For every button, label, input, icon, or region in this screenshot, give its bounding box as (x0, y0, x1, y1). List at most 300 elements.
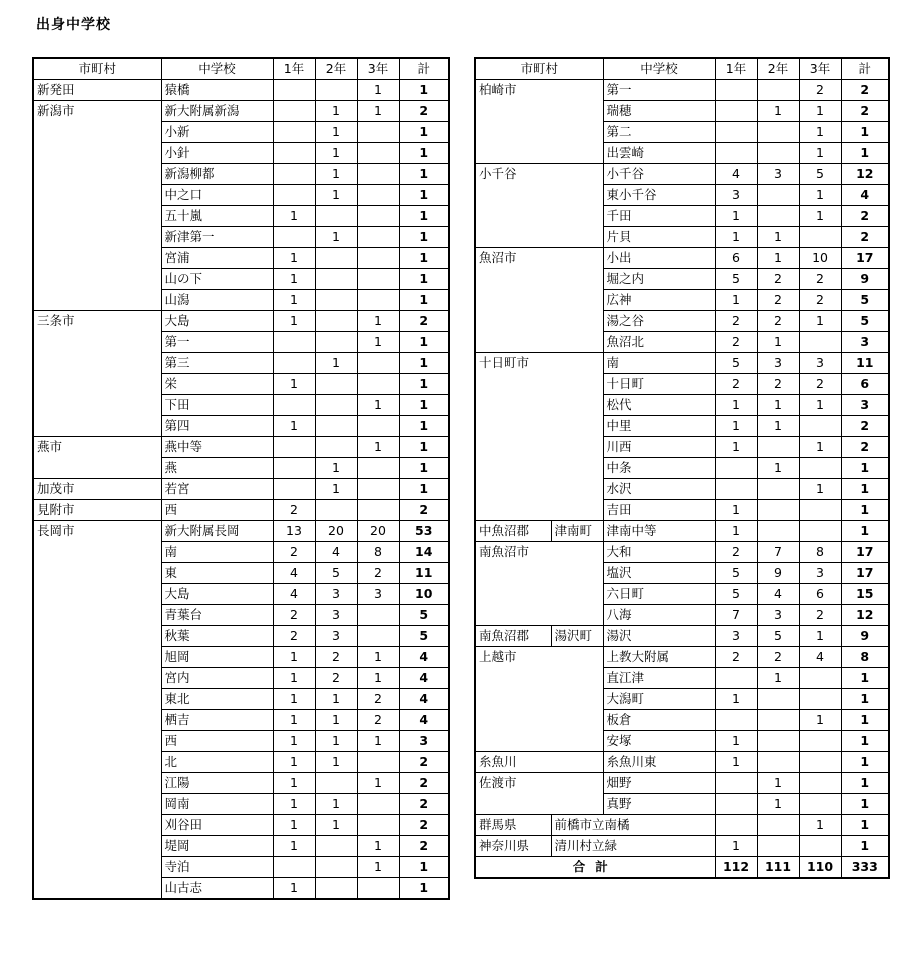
year3-cell: 1 (799, 626, 841, 647)
year2-cell: 9 (757, 563, 799, 584)
school-name-cell: 新大附属長岡 (161, 521, 273, 542)
year2-cell: 1 (315, 164, 357, 185)
year2-cell: 2 (757, 311, 799, 332)
year2-cell (757, 206, 799, 227)
year3-cell (357, 878, 399, 900)
year1-cell: 2 (273, 500, 315, 521)
year3-cell (357, 227, 399, 248)
city-cell: 南魚沼市 (475, 542, 603, 626)
school-name-cell: 松代 (603, 395, 715, 416)
school-name-cell: 湯沢 (603, 626, 715, 647)
year2-cell: 1 (757, 395, 799, 416)
total-cell: 1 (841, 731, 889, 752)
year2-cell: 5 (757, 626, 799, 647)
total-cell: 2 (399, 815, 449, 836)
year2-cell: 1 (315, 815, 357, 836)
total-cell: 17 (841, 563, 889, 584)
year3-cell: 6 (799, 584, 841, 605)
school-name-cell: 宮内 (161, 668, 273, 689)
school-name-cell: 栄 (161, 374, 273, 395)
year3-cell: 1 (357, 395, 399, 416)
town-cell: 湯沢町 (551, 626, 603, 647)
total-cell: 53 (399, 521, 449, 542)
year2-cell: 1 (315, 689, 357, 710)
year3-cell (799, 332, 841, 353)
year2-cell (315, 248, 357, 269)
total-cell: 2 (399, 773, 449, 794)
year2-cell (315, 290, 357, 311)
right-school-table (474, 57, 890, 879)
total-cell: 1 (841, 500, 889, 521)
year2-cell: 1 (757, 248, 799, 269)
total-cell: 4 (399, 689, 449, 710)
school-name-cell: 安塚 (603, 731, 715, 752)
year2-cell: 1 (757, 227, 799, 248)
year1-cell (273, 164, 315, 185)
year3-cell: 1 (357, 311, 399, 332)
total-cell: 1 (399, 164, 449, 185)
school-name-cell: 岡南 (161, 794, 273, 815)
year3-cell (799, 752, 841, 773)
year2-cell: 3 (757, 605, 799, 626)
year1-cell (715, 479, 757, 500)
table-header-row (33, 58, 449, 80)
year1-cell: 1 (715, 416, 757, 437)
year2-cell: 1 (757, 668, 799, 689)
year2-cell: 3 (757, 353, 799, 374)
year2-cell (757, 80, 799, 101)
city-cell: 南魚沼郡 (475, 626, 551, 647)
year1-cell: 5 (715, 563, 757, 584)
year2-cell: 1 (315, 731, 357, 752)
grand-total-value: 333 (841, 857, 889, 879)
total-cell: 9 (841, 626, 889, 647)
year3-cell (357, 164, 399, 185)
year1-cell: 7 (715, 605, 757, 626)
year3-cell: 1 (799, 815, 841, 836)
year2-cell: 2 (757, 290, 799, 311)
school-name-cell: 新津第一 (161, 227, 273, 248)
grand-total-year1: 112 (715, 857, 757, 879)
year1-cell: 1 (715, 395, 757, 416)
total-cell: 1 (399, 857, 449, 878)
year2-cell: 1 (315, 752, 357, 773)
year2-cell: 3 (315, 605, 357, 626)
total-cell: 11 (841, 353, 889, 374)
year2-cell: 1 (757, 416, 799, 437)
school-name-cell: 五十嵐 (161, 206, 273, 227)
total-cell: 3 (841, 332, 889, 353)
total-cell: 1 (841, 752, 889, 773)
city-cell: 柏崎市 (475, 80, 603, 164)
year1-cell: 1 (715, 500, 757, 521)
total-cell: 1 (841, 479, 889, 500)
total-cell: 5 (841, 290, 889, 311)
total-cell: 2 (841, 416, 889, 437)
school-name-cell: 燕 (161, 458, 273, 479)
year1-cell: 6 (715, 248, 757, 269)
total-cell: 2 (841, 437, 889, 458)
year1-cell: 2 (715, 332, 757, 353)
year1-cell: 1 (273, 773, 315, 794)
school-name-cell: 清川村立緑 (551, 836, 715, 857)
year3-cell (357, 479, 399, 500)
total-cell: 1 (399, 458, 449, 479)
school-name-cell: 刈谷田 (161, 815, 273, 836)
table-row (475, 521, 889, 542)
year1-cell: 1 (273, 311, 315, 332)
year3-cell: 1 (799, 206, 841, 227)
year3-cell: 2 (357, 689, 399, 710)
total-cell: 17 (841, 542, 889, 563)
total-cell: 1 (841, 836, 889, 857)
school-name-cell: 吉田 (603, 500, 715, 521)
total-cell: 4 (399, 647, 449, 668)
year3-cell: 10 (799, 248, 841, 269)
year3-cell (357, 353, 399, 374)
year1-cell: 1 (273, 752, 315, 773)
table-row (475, 815, 889, 836)
school-name-cell: 新潟柳都 (161, 164, 273, 185)
year3-cell (799, 500, 841, 521)
year3-cell (357, 752, 399, 773)
total-cell: 9 (841, 269, 889, 290)
page-title: 出身中学校 (36, 17, 111, 33)
table-row (475, 80, 889, 101)
year2-cell: 4 (757, 584, 799, 605)
year1-cell: 1 (715, 521, 757, 542)
table-row (475, 164, 889, 185)
total-cell: 10 (399, 584, 449, 605)
year3-cell: 8 (357, 542, 399, 563)
year1-cell (715, 794, 757, 815)
total-cell: 5 (399, 605, 449, 626)
table-row (475, 626, 889, 647)
total-cell: 4 (399, 710, 449, 731)
total-cell: 2 (399, 752, 449, 773)
year2-cell: 1 (757, 794, 799, 815)
school-name-cell: 江陽 (161, 773, 273, 794)
year3-cell: 2 (799, 290, 841, 311)
year2-cell: 2 (757, 374, 799, 395)
year2-cell: 1 (315, 458, 357, 479)
year3-cell (799, 458, 841, 479)
year1-cell (273, 479, 315, 500)
year2-cell (757, 689, 799, 710)
school-name-cell: 畑野 (603, 773, 715, 794)
school-name-cell: 西 (161, 500, 273, 521)
year1-cell: 1 (273, 269, 315, 290)
year1-cell (715, 101, 757, 122)
total-cell: 1 (841, 794, 889, 815)
table-row (33, 311, 449, 332)
school-name-cell: 小針 (161, 143, 273, 164)
year3-cell: 3 (799, 353, 841, 374)
year2-cell (757, 731, 799, 752)
school-name-cell: 中之口 (161, 185, 273, 206)
school-name-cell: 大島 (161, 311, 273, 332)
school-name-cell: 下田 (161, 395, 273, 416)
total-cell: 2 (399, 311, 449, 332)
year2-cell: 1 (315, 353, 357, 374)
year1-cell (273, 143, 315, 164)
school-name-cell: 真野 (603, 794, 715, 815)
total-cell: 1 (399, 227, 449, 248)
total-cell: 15 (841, 584, 889, 605)
year1-cell: 1 (273, 206, 315, 227)
year1-cell: 1 (715, 689, 757, 710)
total-cell: 1 (841, 815, 889, 836)
total-cell: 2 (841, 80, 889, 101)
total-cell: 8 (841, 647, 889, 668)
year1-cell (273, 227, 315, 248)
school-name-cell: 直江津 (603, 668, 715, 689)
header-year3: 3年 (799, 58, 841, 80)
total-cell: 1 (841, 689, 889, 710)
grand-total-label: 合計 (475, 857, 715, 879)
year1-cell: 4 (715, 164, 757, 185)
table-header-row (475, 58, 889, 80)
total-cell: 12 (841, 164, 889, 185)
year3-cell (357, 206, 399, 227)
year2-cell: 1 (315, 143, 357, 164)
total-cell: 1 (399, 269, 449, 290)
year1-cell: 2 (715, 311, 757, 332)
school-name-cell: 湯之谷 (603, 311, 715, 332)
year1-cell: 4 (273, 584, 315, 605)
year1-cell: 1 (273, 710, 315, 731)
year2-cell (315, 857, 357, 878)
total-cell: 2 (399, 794, 449, 815)
year3-cell: 1 (357, 437, 399, 458)
school-name-cell: 小出 (603, 248, 715, 269)
year2-cell (315, 836, 357, 857)
year2-cell (315, 332, 357, 353)
year3-cell: 1 (357, 101, 399, 122)
school-name-cell: 糸魚川東 (603, 752, 715, 773)
year2-cell: 1 (757, 773, 799, 794)
town-cell: 津南町 (551, 521, 603, 542)
year3-cell (799, 668, 841, 689)
year3-cell: 1 (799, 122, 841, 143)
school-name-cell: 広神 (603, 290, 715, 311)
year2-cell: 20 (315, 521, 357, 542)
total-cell: 1 (399, 185, 449, 206)
year3-cell (799, 773, 841, 794)
year2-cell (757, 122, 799, 143)
year3-cell: 2 (799, 605, 841, 626)
year2-cell (757, 185, 799, 206)
year3-cell (799, 731, 841, 752)
total-cell: 6 (841, 374, 889, 395)
header-school: 中学校 (161, 58, 273, 80)
year1-cell: 1 (715, 836, 757, 857)
city-cell: 新発田 (33, 80, 161, 101)
header-year1: 1年 (273, 58, 315, 80)
school-name-cell: 南 (603, 353, 715, 374)
year2-cell: 3 (315, 626, 357, 647)
table-row (33, 80, 449, 101)
school-name-cell: 大潟町 (603, 689, 715, 710)
year3-cell: 1 (357, 647, 399, 668)
year2-cell (315, 500, 357, 521)
year3-cell (799, 227, 841, 248)
year3-cell: 2 (799, 269, 841, 290)
year2-cell (315, 80, 357, 101)
year1-cell (715, 122, 757, 143)
school-name-cell: 中条 (603, 458, 715, 479)
city-cell: 魚沼市 (475, 248, 603, 353)
table-row (475, 647, 889, 668)
school-name-cell: 第三 (161, 353, 273, 374)
year1-cell: 1 (273, 290, 315, 311)
school-name-cell: 板倉 (603, 710, 715, 731)
school-name-cell: 十日町 (603, 374, 715, 395)
header-city: 市町村 (33, 58, 161, 80)
total-cell: 2 (841, 206, 889, 227)
year3-cell: 1 (357, 836, 399, 857)
year2-cell: 2 (757, 269, 799, 290)
year1-cell: 1 (273, 416, 315, 437)
total-cell: 1 (399, 479, 449, 500)
grand-total-year2: 111 (757, 857, 799, 879)
year2-cell: 7 (757, 542, 799, 563)
year3-cell (799, 416, 841, 437)
year2-cell: 1 (315, 101, 357, 122)
left-school-table (32, 57, 450, 900)
total-cell: 2 (841, 101, 889, 122)
year3-cell (799, 689, 841, 710)
year3-cell: 8 (799, 542, 841, 563)
year3-cell: 1 (357, 857, 399, 878)
year1-cell (273, 857, 315, 878)
year3-cell (357, 815, 399, 836)
year2-cell (757, 836, 799, 857)
table-row (475, 773, 889, 794)
year1-cell (273, 101, 315, 122)
school-name-cell: 栖吉 (161, 710, 273, 731)
total-cell: 5 (841, 311, 889, 332)
school-name-cell: 中里 (603, 416, 715, 437)
year1-cell: 1 (273, 248, 315, 269)
year1-cell (715, 80, 757, 101)
school-name-cell: 第二 (603, 122, 715, 143)
year2-cell (757, 500, 799, 521)
year3-cell: 20 (357, 521, 399, 542)
total-cell: 1 (841, 521, 889, 542)
total-cell: 1 (399, 374, 449, 395)
year2-cell: 1 (757, 332, 799, 353)
school-name-cell: 津南中等 (603, 521, 715, 542)
table-row (475, 542, 889, 563)
total-cell: 1 (399, 878, 449, 900)
total-cell: 14 (399, 542, 449, 563)
year1-cell: 1 (273, 815, 315, 836)
total-cell: 1 (399, 416, 449, 437)
year3-cell (357, 143, 399, 164)
year1-cell: 2 (273, 626, 315, 647)
year1-cell: 1 (273, 836, 315, 857)
school-name-cell: 川西 (603, 437, 715, 458)
school-name-cell: 片貝 (603, 227, 715, 248)
grand-total-year3: 110 (799, 857, 841, 879)
year2-cell (757, 521, 799, 542)
year1-cell: 13 (273, 521, 315, 542)
school-name-cell: 山潟 (161, 290, 273, 311)
year1-cell: 2 (715, 647, 757, 668)
year3-cell (357, 416, 399, 437)
header-year3: 3年 (357, 58, 399, 80)
school-name-cell: 旭岡 (161, 647, 273, 668)
total-cell: 1 (399, 290, 449, 311)
year1-cell: 5 (715, 353, 757, 374)
city-cell: 長岡市 (33, 521, 161, 900)
year2-cell: 1 (315, 479, 357, 500)
year1-cell: 1 (273, 647, 315, 668)
school-name-cell: 魚沼北 (603, 332, 715, 353)
year2-cell (757, 437, 799, 458)
year3-cell: 1 (799, 395, 841, 416)
total-cell: 1 (399, 80, 449, 101)
total-cell: 2 (399, 101, 449, 122)
year1-cell: 2 (715, 374, 757, 395)
city-cell: 見附市 (33, 500, 161, 521)
year2-cell (757, 143, 799, 164)
total-cell: 17 (841, 248, 889, 269)
year1-cell (273, 185, 315, 206)
year3-cell: 3 (799, 563, 841, 584)
table-row (33, 479, 449, 500)
year3-cell: 1 (357, 668, 399, 689)
year1-cell (273, 395, 315, 416)
year1-cell: 1 (715, 227, 757, 248)
year1-cell: 2 (715, 542, 757, 563)
school-name-cell: 小新 (161, 122, 273, 143)
year2-cell (315, 269, 357, 290)
year1-cell (715, 815, 757, 836)
total-cell: 1 (399, 143, 449, 164)
table-row (475, 836, 889, 857)
school-name-cell: 山古志 (161, 878, 273, 900)
year1-cell: 1 (273, 668, 315, 689)
total-cell: 1 (841, 143, 889, 164)
table-row (475, 752, 889, 773)
year2-cell (315, 878, 357, 900)
year3-cell: 1 (357, 332, 399, 353)
table-row (475, 248, 889, 269)
city-cell: 三条市 (33, 311, 161, 437)
year3-cell: 3 (357, 584, 399, 605)
year2-cell (315, 395, 357, 416)
year2-cell (315, 374, 357, 395)
header-year1: 1年 (715, 58, 757, 80)
school-name-cell: 東 (161, 563, 273, 584)
year1-cell: 1 (273, 731, 315, 752)
year1-cell (273, 437, 315, 458)
year3-cell (799, 521, 841, 542)
year1-cell: 2 (273, 605, 315, 626)
total-cell: 11 (399, 563, 449, 584)
year3-cell: 5 (799, 164, 841, 185)
year1-cell (715, 668, 757, 689)
year1-cell: 1 (715, 206, 757, 227)
total-cell: 1 (841, 458, 889, 479)
header-year2: 2年 (757, 58, 799, 80)
year1-cell: 3 (715, 626, 757, 647)
table-row (33, 437, 449, 458)
year3-cell (799, 794, 841, 815)
total-cell: 3 (399, 731, 449, 752)
